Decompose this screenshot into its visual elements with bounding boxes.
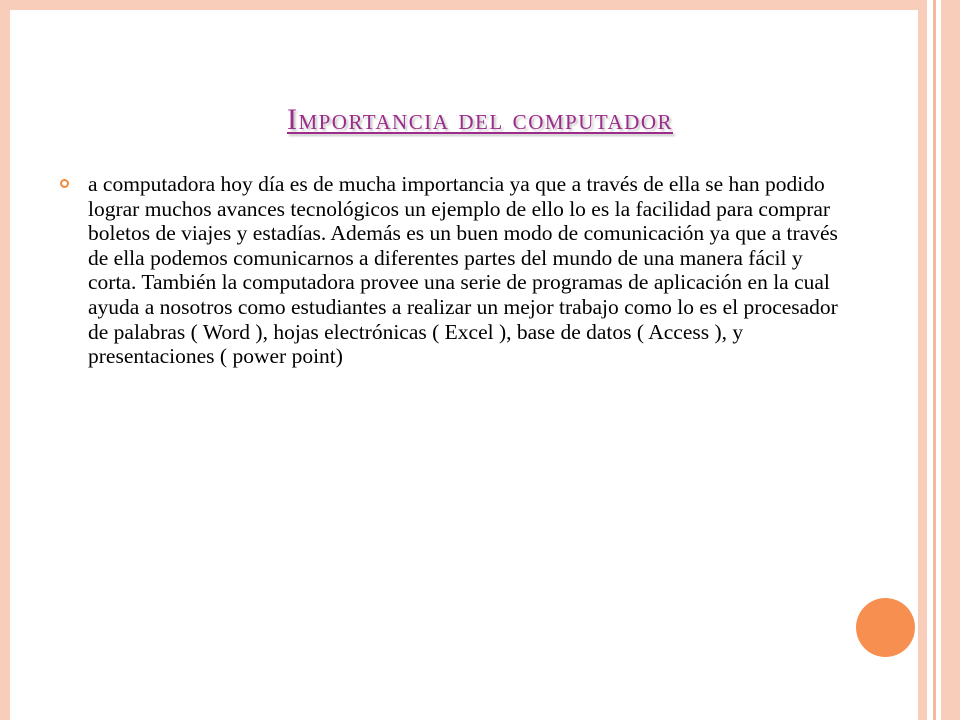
decorative-orange-circle xyxy=(856,598,915,657)
bullet-text: a computadora hoy día es de mucha importancia ya que a través de ella se han podido lograr muchos avances tecnológicos un ejemplo de ello lo es la facilidad para comprar boletos de viajes y estadías. Además es un buen modo de comunicación ya que a través de ella podemos comunicarnos a diferentes partes del mundo de una manera fácil y corta. También la computadora provee una serie de programas de aplicación en la cual ayuda a nosotros como estudiantes a realizar un mejor trabajo como lo es el procesador de palabras ( Word ), hojas electrónicas ( Excel ), base de datos ( Access ), y presentaciones ( power point) xyxy=(88,172,838,369)
slide-body xyxy=(58,172,848,369)
slide-title: Importancia del computador xyxy=(286,103,674,136)
bullet-item xyxy=(58,172,848,369)
bullet-circle-icon xyxy=(60,179,69,188)
